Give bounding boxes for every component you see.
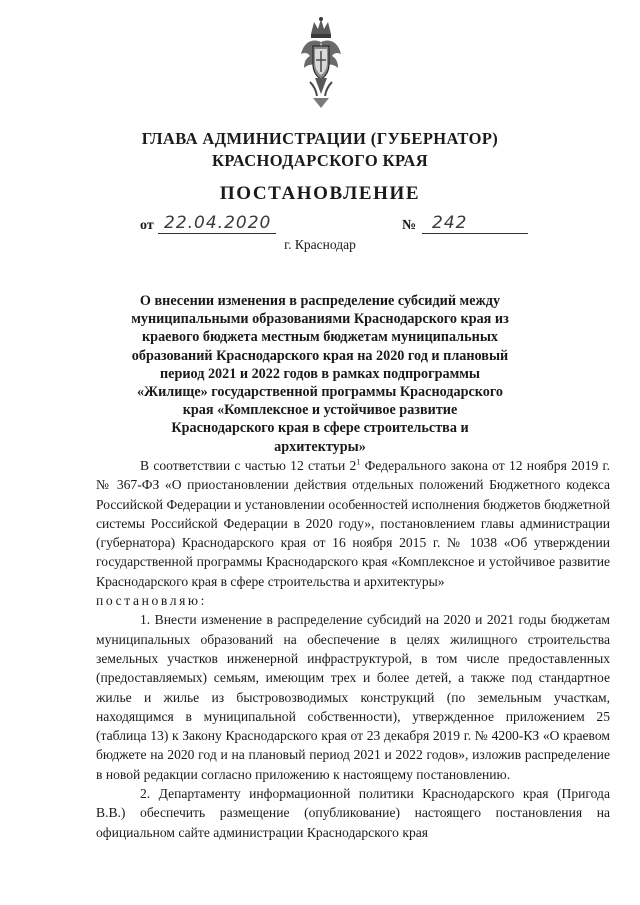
decree-word: постановляю:: [96, 593, 208, 609]
date-label: от: [140, 218, 154, 233]
date-number-line: [140, 212, 540, 236]
issuer-title-line1: ГЛАВА АДМИНИСТРАЦИИ (ГУБЕРНАТОР): [141, 129, 499, 148]
number-value: 242: [432, 213, 468, 233]
coat-of-arms-emblem: [300, 16, 342, 110]
number-underline: [422, 233, 528, 234]
date-value: 22.04.2020: [164, 213, 272, 233]
document-type-heading: ПОСТАНОВЛЕНИЕ: [219, 183, 421, 204]
document-subject: О внесении изменения в распределение субсидий между муниципальными образованиями Краснодарского края из краевого бюджета местным бюджетам муниципальных образований Краснодарского края на 2020 год и плановый период 2021 и 2022 годов в рамках подпрограммы «Жилище» государственной программы Краснодарского края «Комплексное и устойчивое развитие Краснодарского края в сфере строительства и архитектуры»: [131, 293, 509, 455]
issuer-title-line2: КРАСНОДАРСКОГО КРАЯ: [211, 151, 429, 170]
date-underline: [158, 233, 276, 234]
paragraph-1: 1. Внести изменение в распределение субсидий на 2020 и 2021 годы бюджетам муниципальных образований на обеспечение в целях жилищного строительства земельных участков инженерной инфраструктурой, в том числе предоставленных (предоставляемых) семьям, имеющим трех и более детей, а также под стандартное жилье и жилье из быстровозводимых конструкций (по земельным участкам, находящимся в муниципальной собственности), утвержденное приложением 25 (таблица 13) к Закону Краснодарского края от 23 декабря 2019 г. № 4200-КЗ «О краевом бюджете на 2020 год и на плановый период 2021 и 2022 годов», изложив распределение в новой редакции согласно приложению к настоящему постановлению.: [96, 612, 610, 782]
issuer-title: [0, 128, 640, 172]
document-body: [96, 456, 610, 842]
intro-paragraph: В соответствии с частью 12 статьи $2^1$ Федерального закона от 12 ноября 2019 г. № 367-ФЗ «О приостановлении действия отдельных положений Бюджетного кодекса Российской Федерации и установлении особенностей исполнения бюджетов бюджетной системы Российской Федерации в 2020 году», постановлением главы администрации (губернатора) Краснодарского края от 16 ноября 2015 г. № 1038 «Об утверждении государственной программы Краснодарского края «Комплексное и устойчивое развитие Краснодарского края в сфере строительства и архитектуры»: [96, 457, 610, 589]
paragraph-2: 2. Департаменту информационной политики Краснодарского края (Пригода В.В.) обеспечить размещение (опубликование) настоящего постановления на официальном сайте администрации Краснодарского края: [96, 786, 610, 840]
number-label: №: [402, 218, 417, 233]
city-label: г. Краснодар: [284, 237, 356, 252]
